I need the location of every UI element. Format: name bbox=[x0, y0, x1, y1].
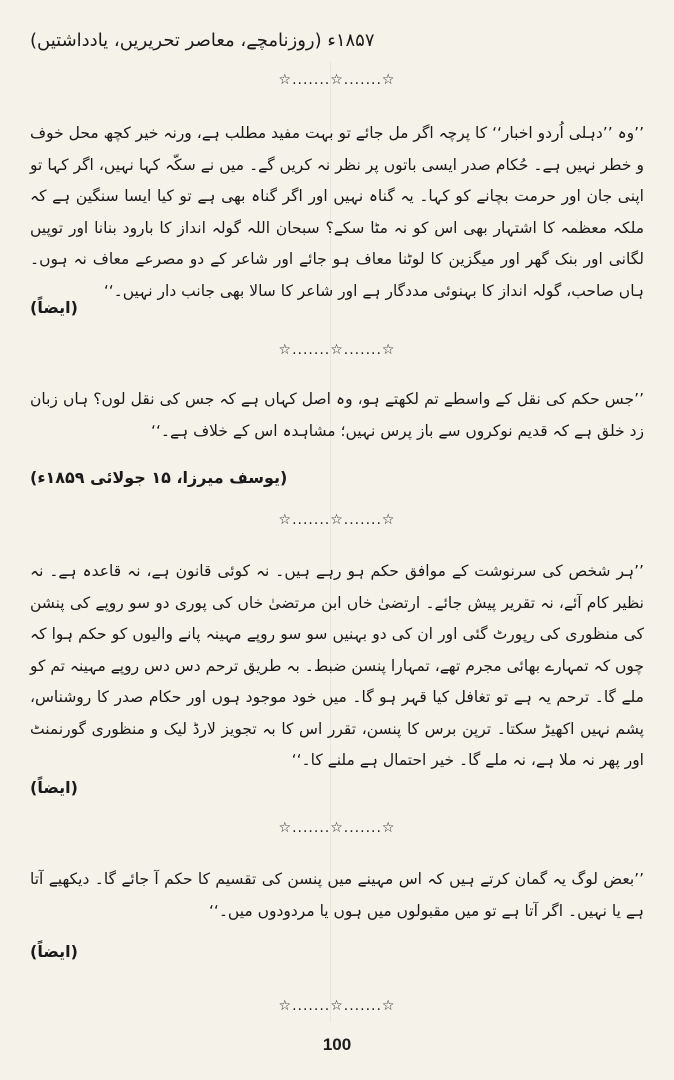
running-header: ۱۸۵۷ء (روزنامچے، معاصر تحریریں، یادداشتیں) bbox=[30, 30, 375, 51]
section-separator: ☆.......☆.......☆ bbox=[278, 512, 396, 528]
paragraph-4: ’’بعض لوگ یہ گمان کرتے ہیں کہ اس مہینے میں پنسن کی تقسیم کا حکم آ جائے گا۔ دیکھیے آتا ہے یا نہیں۔ اگر آتا ہے تو میں مقبولوں میں ہوں یا مردودوں میں۔‘‘ bbox=[30, 870, 644, 920]
source-citation-3: (ایضاً) bbox=[30, 778, 78, 797]
source-citation-1: (ایضاً) bbox=[30, 298, 78, 317]
paragraph-1: ’’وہ ’’دہلی اُردو اخبار‘‘ کا پرچہ اگر مل جائے تو بہت مفید مطلب ہے، ورنہ خیر کچھ محل خوف و خطر نہیں ہے۔ حُکام صدر ایسی باتوں پر نظر نہ کریں گے۔ میں نے سکّہ کہا نہیں، اگر کہا تو اپنی جان اور حرمت بچانے کو کہا۔ یہ گناہ نہیں اور اگر گناہ بھی ہے تو کیا ایسا سنگین ہے کہ ملکہ معظمہ کا اشتہار بھی اس کو نہ مٹا سکے؟ سبحان اللہ گولہ انداز کا بارود بنانا اور توپیں لگانی اور بنک گھر اور میگزین کا لوٹنا معاف ہو جائے اور شاعر کے دو مصرعے معاف نہ ہوں۔ ہاں صاحب، گولہ انداز کا بہنوئی مددگار ہے اور شاعر کا سالا بھی جانب دار نہیں۔‘‘ bbox=[30, 124, 644, 300]
paragraph-3: ’’ہر شخص کی سرنوشت کے موافق حکم ہو رہے ہیں۔ نہ کوئی قانون ہے، نہ قاعدہ ہے۔ نہ نظیر کام آئے، نہ تقریر پیش جائے۔ ارتضیٰ خاں ابن مرتضیٰ خاں کی پوری دو سو روپے کی پنشن کی منظوری کی رپورٹ گئی اور ان کی دو بہنیں سو سو روپے مہینہ پانے والیوں کو حکم ہوا کہ چوں کہ تمہارے بھائی مجرم تھے، تمہارا پنسن ضبط۔ بہ طریق ترحم دس دس روپے مہینہ تم کو ملے گا۔ ترحم یہ ہے تو تغافل کیا قہر ہو گا۔ میں خود موجود ہوں اور حکام صدر کا روشناس، پشم نہیں اکھیڑ سکتا۔ ترپن برس کا پنسن، تقرر اس کا بہ تجویز لارڈ لیک و منظوری گورنمنٹ اور پھر نہ ملا ہے، نہ ملے گا۔ خیر احتمال ہے ملنے کا۔‘‘ bbox=[30, 562, 644, 769]
section-separator: ☆.......☆.......☆ bbox=[278, 342, 396, 358]
section-separator: ☆.......☆.......☆ bbox=[278, 998, 396, 1014]
paragraph-2: ’’جس حکم کی نقل کے واسطے تم لکھتے ہو، وہ اصل کہاں ہے کہ جس کی نقل لوں؟ ہاں زبان زد خلق ہے کہ قدیم نوکروں سے باز پرس نہیں؛ مشاہدہ اس کے خلاف ہے۔‘‘ bbox=[30, 390, 644, 440]
section-separator: ☆.......☆.......☆ bbox=[278, 820, 396, 836]
page-number: 100 bbox=[322, 1035, 352, 1054]
section-separator: ☆.......☆.......☆ bbox=[278, 72, 396, 88]
source-citation-4: (ایضاً) bbox=[30, 942, 78, 961]
source-citation-2: (یوسف میرزا، ۱۵ جولائی ۱۸۵۹ء) bbox=[30, 468, 288, 487]
